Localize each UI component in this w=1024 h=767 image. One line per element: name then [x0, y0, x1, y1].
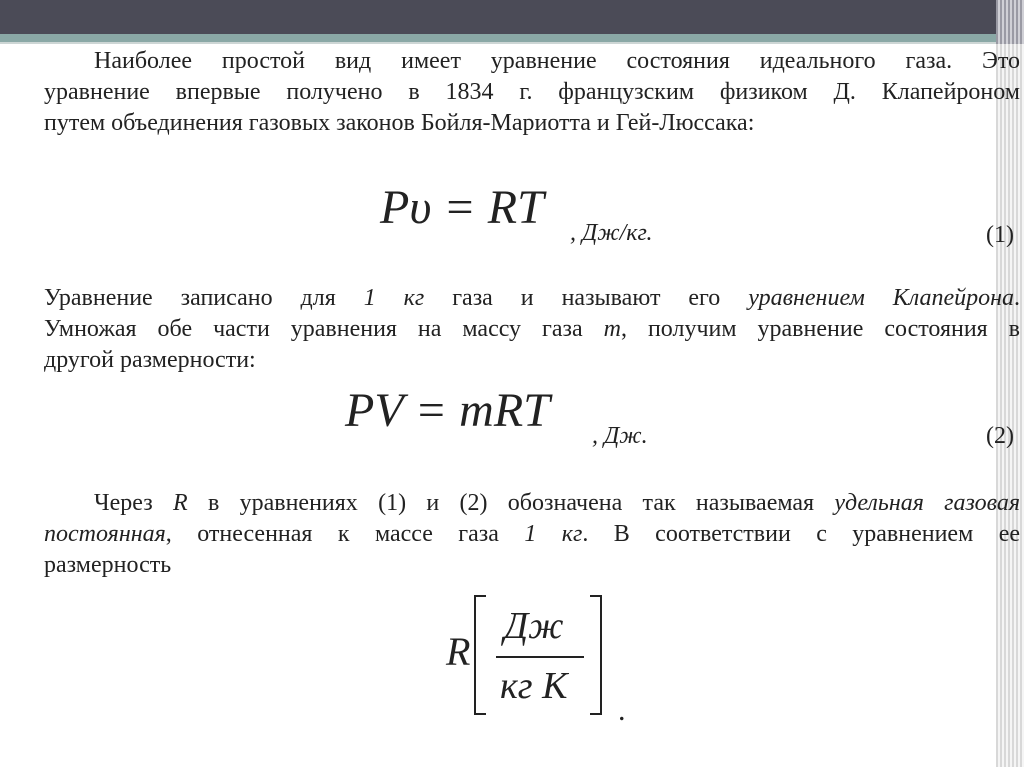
unit-numerator: Дж [504, 605, 564, 647]
left-bracket [474, 595, 486, 715]
paragraph-line: другой размерности: [44, 347, 256, 373]
equation-unit: , Дж/кг. [570, 220, 653, 246]
slide-corner-decoration [996, 0, 1024, 44]
fraction-bar [496, 656, 584, 658]
equation-number: (1) [986, 222, 1014, 248]
paragraph-line: Наиболее простой вид имеет уравнение состояния идеального газа. Это [94, 48, 1020, 74]
unit-denominator: кг К [500, 665, 568, 707]
paragraph-line: путем объединения газовых законов Бойля-Мариотта и Гей-Люссака: [44, 110, 755, 136]
slide-accent-strip [0, 34, 1024, 42]
paragraph-gas-constant [44, 488, 1020, 581]
equation-unit: , Дж. [592, 423, 648, 449]
slide-accent-line [0, 42, 1024, 44]
paragraph-intro [44, 46, 1020, 139]
equation-number: (2) [986, 423, 1014, 449]
gas-constant-symbol: R [446, 629, 471, 674]
equation-clapeyron: Pυ = RT [380, 181, 544, 234]
paragraph-line: Уравнение записано для 1 кг газа и называют его уравнением Клапейрона. [44, 285, 1021, 311]
equation-state-mass: PV = mRT [345, 384, 550, 437]
paragraph-line: Умножая обе части уравнения на массу газа m, получим уравнение состояния в [44, 316, 1021, 342]
right-bracket [590, 595, 602, 715]
paragraph-line: Через R в уравнениях (1) и (2) обозначена так называемая удельная газовая [94, 490, 1020, 516]
equation-period: . [618, 694, 626, 727]
paragraph-line: размерность [44, 552, 172, 578]
paragraph-clapeyron [44, 283, 1020, 376]
paragraph-line: постоянная, отнесенная к массе газа 1 кг. В соответствии с уравнением ее [44, 521, 1020, 547]
slide-header-bar [0, 0, 1024, 34]
paragraph-line: уравнение впервые получено в 1834 г. французским физиком Д. Клапейроном [44, 79, 1020, 105]
